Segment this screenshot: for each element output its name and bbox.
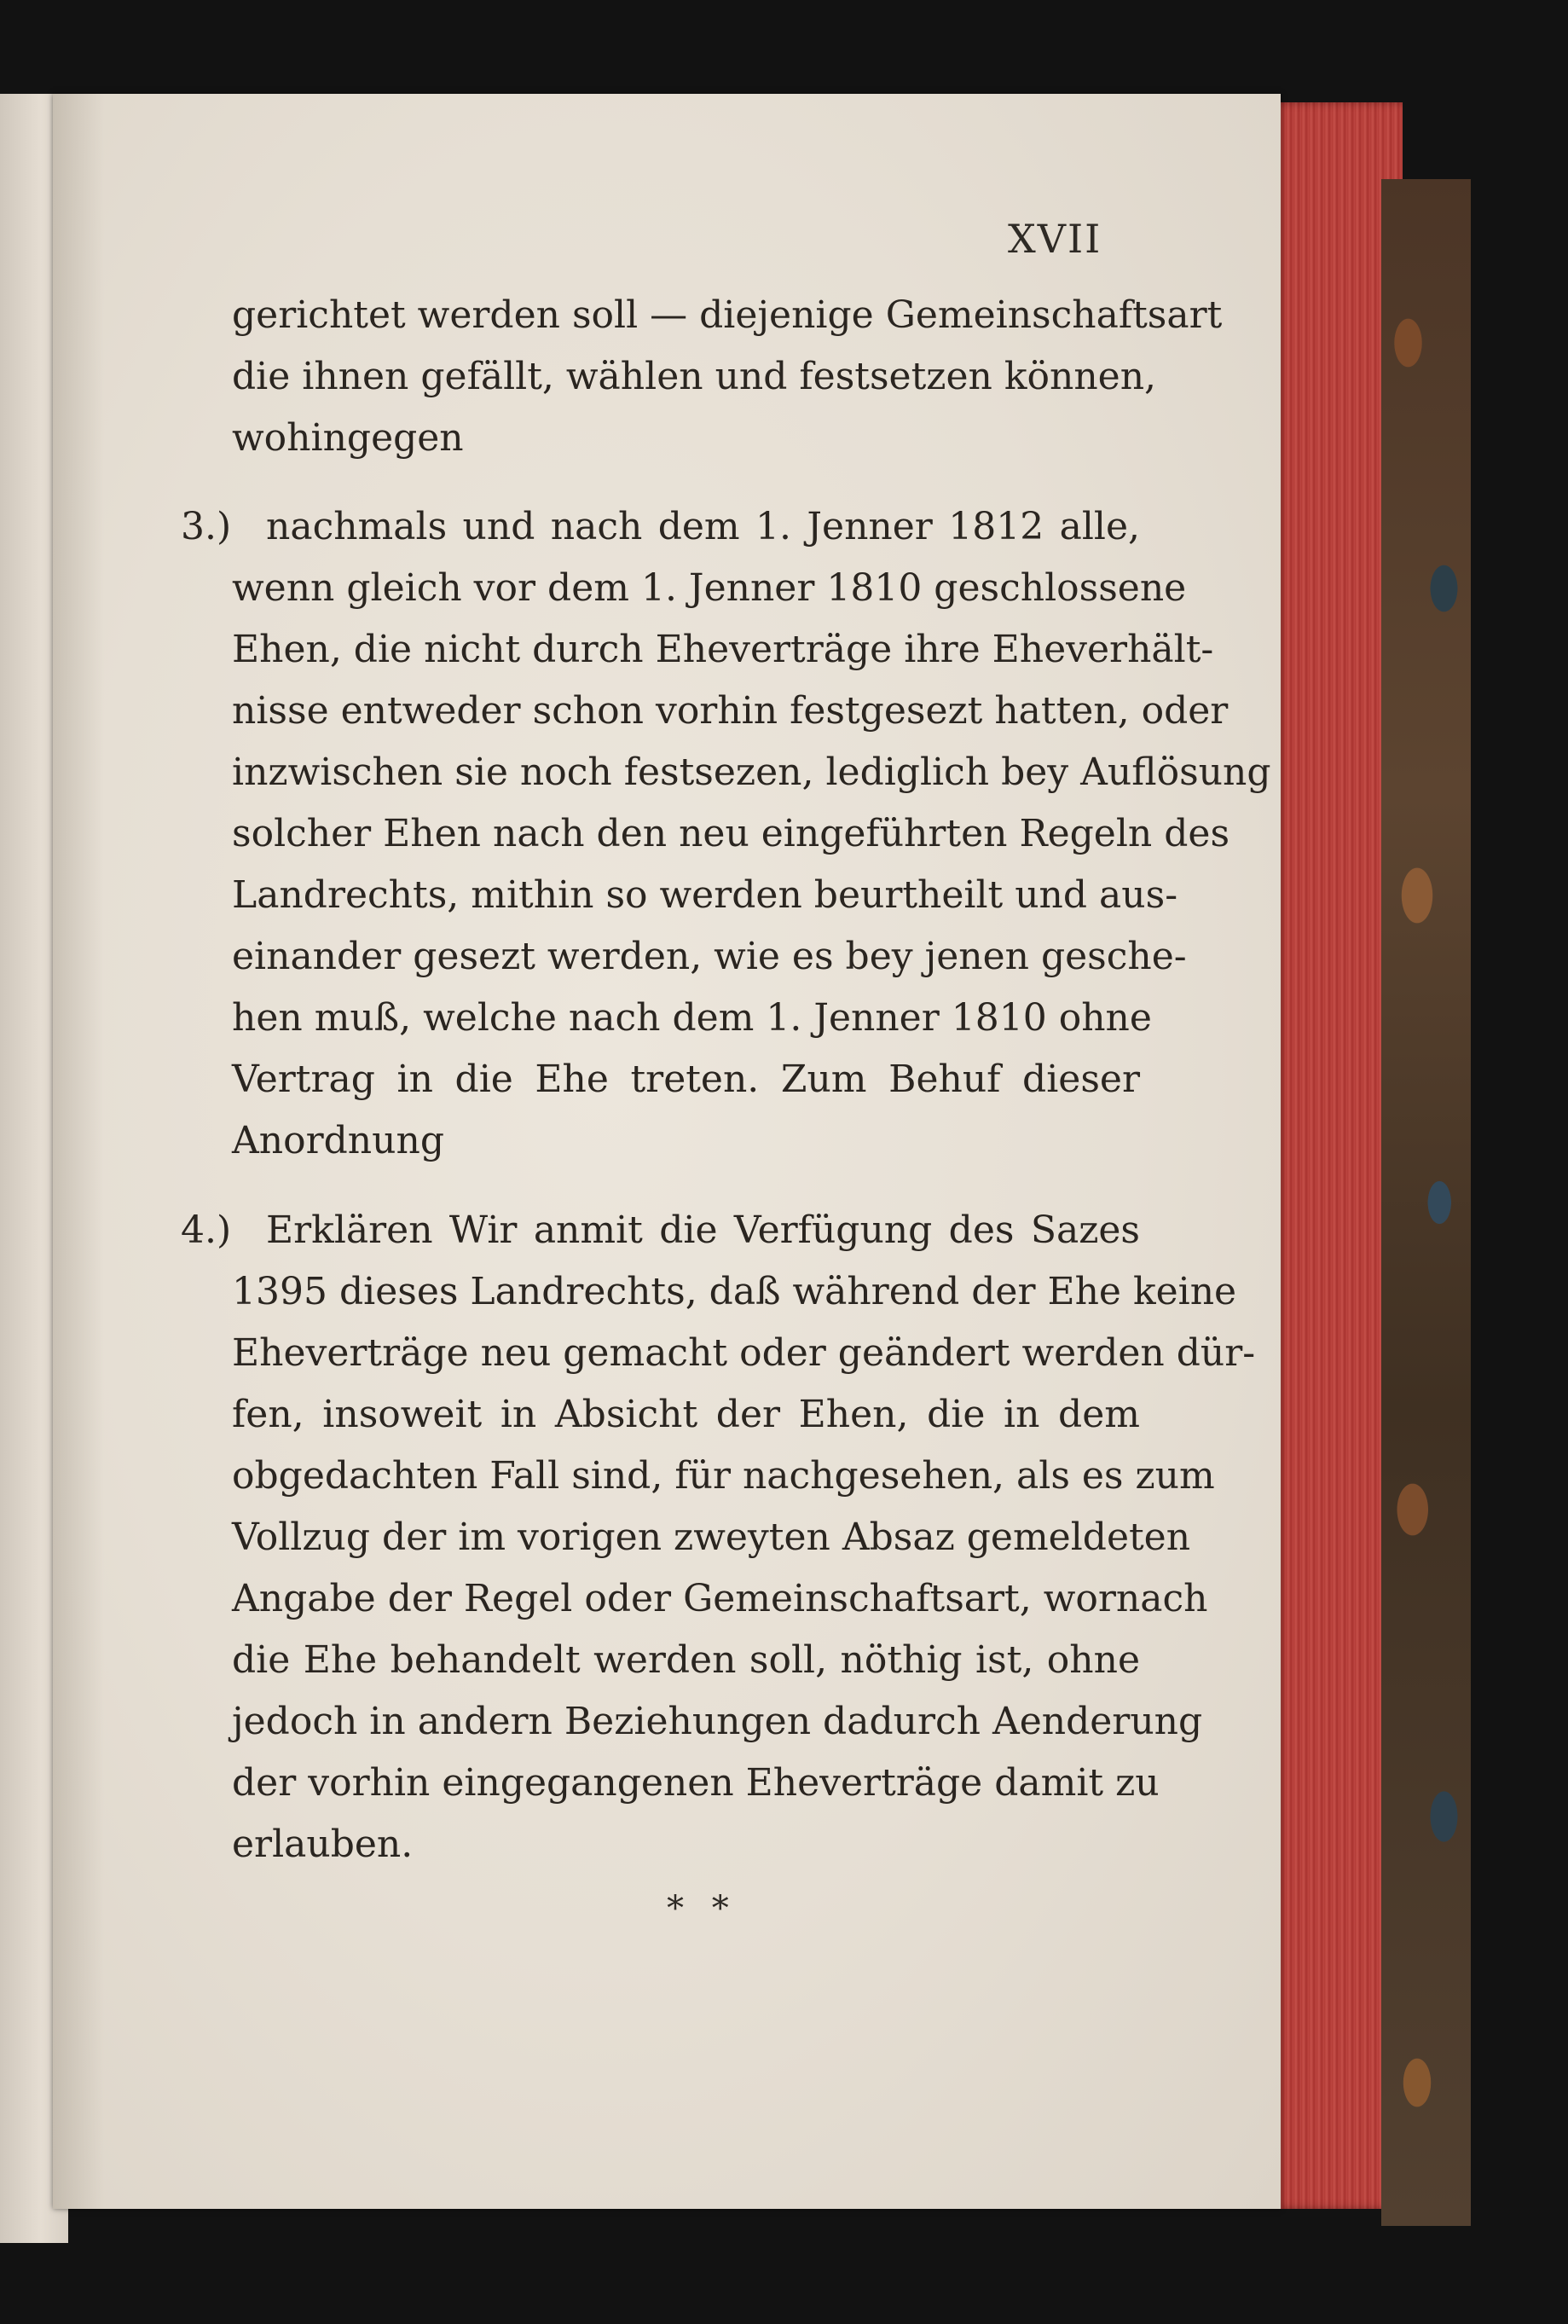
text-line: erlauben. [232,1823,414,1866]
text-line: gerichtet werden soll — diejenige Gemeinschaftsart [232,293,1223,337]
marbled-cover [1381,179,1471,2226]
section-ornament: * * [667,1889,738,1928]
paragraph-number: 4.) [181,1208,232,1252]
text-line: Vollzug der im vorigen zweyten Absaz gemeldeten [232,1516,1191,1559]
text-line: Anordnung [232,1119,444,1162]
page-text [53,94,1281,2209]
text-line: jedoch in andern Beziehungen dadurch Aenderung [232,1700,1203,1743]
book-page [53,94,1281,2209]
text-line: wohingegen [232,416,464,460]
text-line: Erklären Wir anmit die Verfügung des Sazes [266,1208,1140,1252]
text-line: die ihnen gefällt, wählen und festsetzen können, [232,355,1157,398]
text-line: der vorhin eingegangenen Eheverträge damit zu [232,1761,1160,1805]
text-line: nisse entweder schon vorhin festgesezt hatten, oder [232,689,1229,733]
text-line: die Ehe behandelt werden soll, nöthig ist, ohne [232,1638,1140,1682]
text-line: Angabe der Regel oder Gemeinschaftsart, wornach [232,1577,1208,1620]
text-line: solcher Ehen nach den neu eingeführten Regeln des [232,812,1230,855]
text-line: Vertrag in die Ehe treten. Zum Behuf dieser [232,1058,1140,1101]
text-line: nachmals und nach dem 1. Jenner 1812 alle, [266,505,1140,548]
text-line: 1395 dieses Landrechts, daß während der Ehe keine [232,1270,1237,1313]
text-line: Eheverträge neu gemacht oder geändert werden dür- [232,1331,1256,1375]
paragraph-number: 3.) [181,505,232,548]
page-number: XVII [1008,216,1102,262]
text-line: obgedachten Fall sind, für nachgesehen, als es zum [232,1454,1215,1498]
text-line: hen muß, welche nach dem 1. Jenner 1810 ohne [232,996,1152,1040]
text-line: Landrechts, mithin so werden beurtheilt und aus- [232,873,1178,917]
text-line: Ehen, die nicht durch Eheverträge ihre Eheverhält- [232,628,1214,671]
text-line: fen, insoweit in Absicht der Ehen, die in dem [232,1393,1140,1436]
text-line: inzwischen sie noch festsezen, lediglich bey Auflösung [232,751,1271,794]
text-line: einander gesezt werden, wie es bey jenen gesche- [232,935,1187,978]
text-line: wenn gleich vor dem 1. Jenner 1810 geschlossene [232,566,1187,610]
